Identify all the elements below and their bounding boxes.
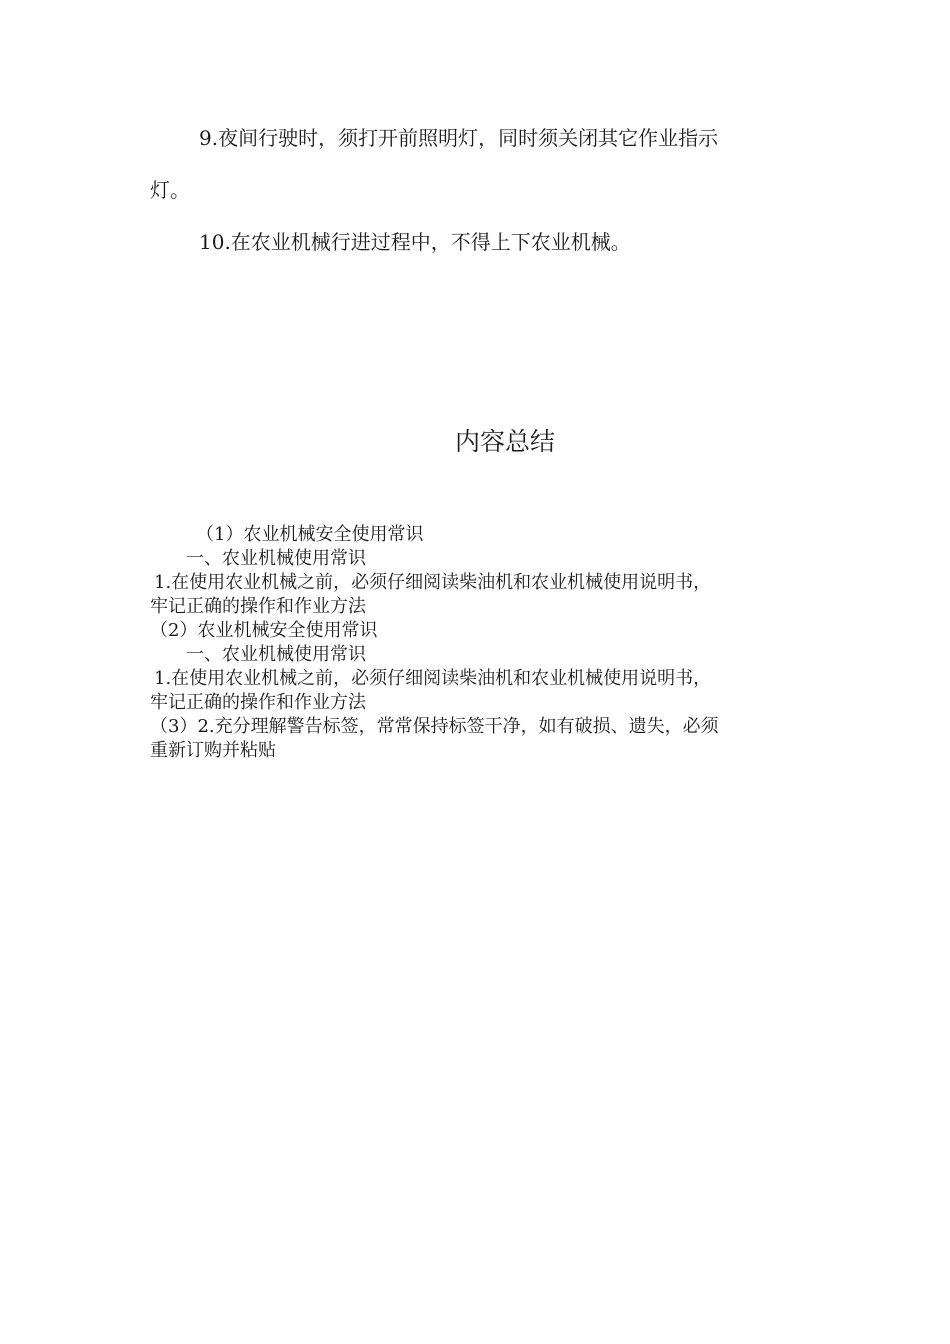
summary-line-4: 牢记正确的操作和作业方法 [150, 596, 366, 617]
summary-line-3: 1.在使用农业机械之前，必须仔细阅读柴油机和农业机械使用说明书， [154, 572, 712, 593]
summary-line-9: （3）2.充分理解警告标签，常常保持标签干净，如有破损、遗失，必须 [150, 716, 719, 737]
summary-title: 内容总结 [454, 427, 555, 456]
summary-line-5: （2）农业机械安全使用常识 [150, 620, 378, 641]
summary-line-6: 一、农业机械使用常识 [186, 644, 366, 665]
rule-9-line-2: 灯。 [150, 178, 190, 202]
summary-line-7: 1.在使用农业机械之前，必须仔细阅读柴油机和农业机械使用说明书， [154, 668, 712, 689]
summary-line-8: 牢记正确的操作和作业方法 [150, 692, 366, 713]
summary-line-10: 重新订购并粘贴 [150, 740, 276, 761]
summary-line-2: 一、农业机械使用常识 [186, 548, 366, 569]
rule-9-line-1: 9.夜间行驶时，须打开前照明灯，同时须关闭其它作业指示 [199, 126, 719, 150]
summary-line-1: （1）农业机械安全使用常识 [196, 524, 424, 545]
rule-10: 10.在农业机械行进过程中，不得上下农业机械。 [199, 230, 631, 254]
summary-content [150, 523, 810, 763]
